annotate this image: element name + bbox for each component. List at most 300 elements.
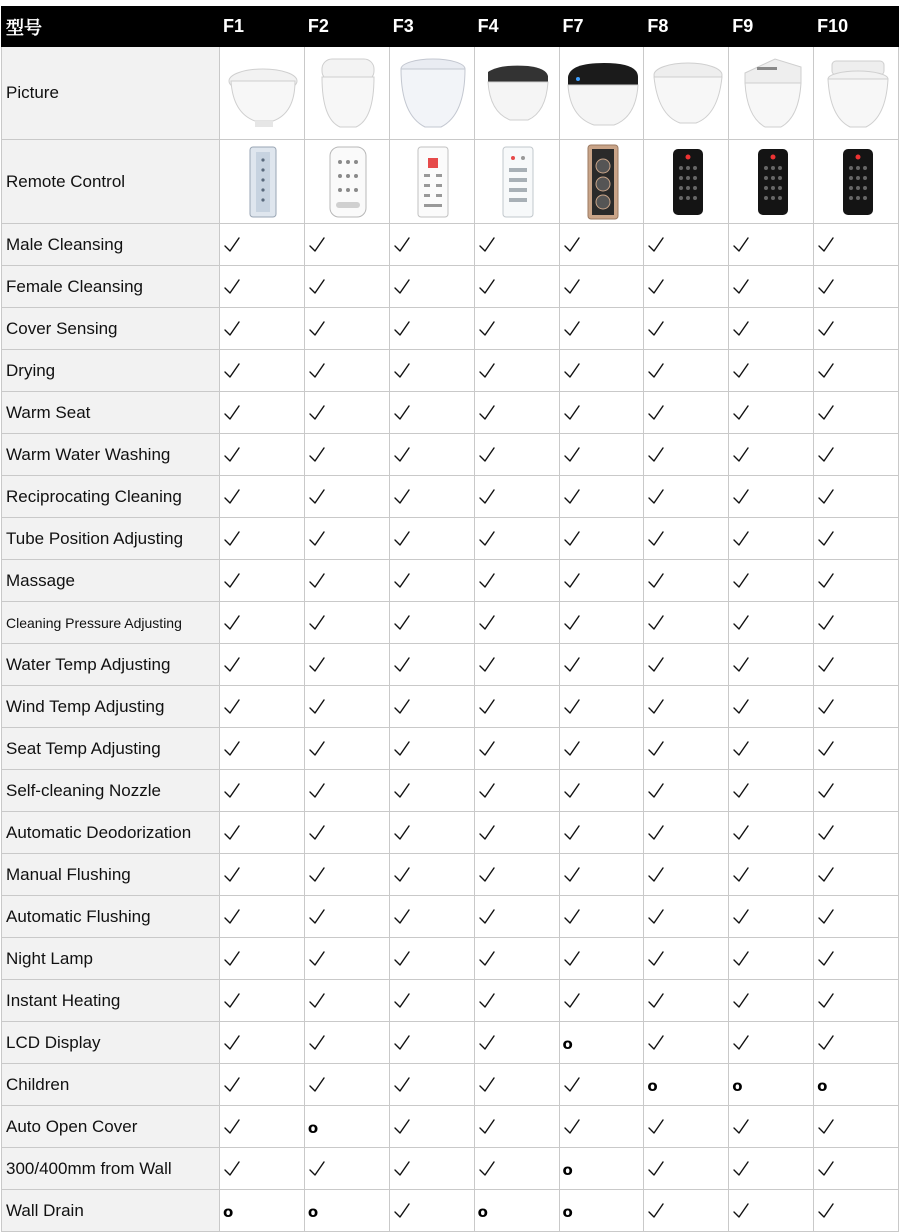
feature-label: Tube Position Adjusting <box>2 518 220 560</box>
feature-row <box>2 518 899 560</box>
check-icon <box>393 364 411 381</box>
remote-picture-cell <box>559 140 644 224</box>
model-header: F10 <box>814 7 899 47</box>
feature-value-cell <box>729 728 814 770</box>
check-icon <box>647 910 665 927</box>
feature-row <box>2 896 899 938</box>
feature-label: Male Cleansing <box>2 224 220 266</box>
feature-label: Wall Drain <box>2 1190 220 1232</box>
check-icon <box>563 280 581 297</box>
check-icon <box>647 1036 665 1053</box>
feature-value-cell <box>474 812 559 854</box>
check-icon <box>817 1162 835 1179</box>
feature-value-cell <box>389 770 474 812</box>
feature-label: Massage <box>2 560 220 602</box>
feature-value-cell <box>644 686 729 728</box>
feature-row <box>2 1064 899 1106</box>
feature-value-cell <box>559 1022 644 1064</box>
feature-value-cell <box>304 728 389 770</box>
check-icon <box>478 700 496 717</box>
check-icon <box>817 322 835 339</box>
feature-value-cell <box>304 308 389 350</box>
feature-value-cell <box>644 1190 729 1232</box>
toilet-image <box>564 55 642 131</box>
feature-value-cell <box>814 434 899 476</box>
feature-value-cell <box>814 392 899 434</box>
feature-value-cell <box>559 602 644 644</box>
feature-value-cell <box>729 1148 814 1190</box>
feature-value-cell <box>304 224 389 266</box>
feature-label: Automatic Deodorization <box>2 812 220 854</box>
feature-value-cell <box>220 896 305 938</box>
feature-value-cell <box>814 770 899 812</box>
check-icon <box>478 742 496 759</box>
check-icon <box>478 868 496 885</box>
check-icon <box>393 1078 411 1095</box>
feature-value-cell <box>559 392 644 434</box>
feature-value-cell <box>729 770 814 812</box>
check-icon <box>647 1120 665 1137</box>
feature-label: Auto Open Cover <box>2 1106 220 1148</box>
feature-label: Reciprocating Cleaning <box>2 476 220 518</box>
feature-value-cell <box>729 686 814 728</box>
feature-value-cell <box>729 938 814 980</box>
feature-row <box>2 350 899 392</box>
check-icon <box>393 952 411 969</box>
feature-label: Manual Flushing <box>2 854 220 896</box>
feature-value-cell <box>304 1106 389 1148</box>
feature-row <box>2 770 899 812</box>
check-icon <box>478 658 496 675</box>
toilet-image <box>225 55 301 131</box>
feature-value-cell <box>220 434 305 476</box>
feature-value-cell <box>220 644 305 686</box>
check-icon <box>478 490 496 507</box>
check-icon <box>393 700 411 717</box>
toilet-image <box>310 53 386 133</box>
check-icon <box>393 322 411 339</box>
check-icon <box>478 406 496 423</box>
feature-value-cell <box>814 644 899 686</box>
feature-value-cell <box>389 1064 474 1106</box>
check-icon <box>817 1120 835 1137</box>
check-icon <box>732 574 750 591</box>
feature-value-cell <box>220 854 305 896</box>
check-icon <box>393 1120 411 1137</box>
check-icon <box>478 1078 496 1095</box>
check-icon <box>308 658 326 675</box>
check-icon <box>223 364 241 381</box>
feature-value-cell <box>559 980 644 1022</box>
feature-value-cell <box>559 896 644 938</box>
check-icon <box>308 910 326 927</box>
check-icon <box>393 406 411 423</box>
feature-value-cell <box>220 938 305 980</box>
remote-image <box>501 146 535 218</box>
comparison-table <box>1 6 899 1232</box>
check-icon <box>393 490 411 507</box>
feature-value-cell <box>304 686 389 728</box>
remote-row <box>2 140 899 224</box>
check-icon <box>732 700 750 717</box>
check-icon <box>817 448 835 465</box>
feature-value-cell <box>220 392 305 434</box>
feature-row <box>2 938 899 980</box>
picture-row <box>2 47 899 140</box>
feature-value-cell <box>559 644 644 686</box>
toilet-picture-cell <box>220 47 305 140</box>
feature-value-cell <box>304 812 389 854</box>
remote-picture-cell <box>220 140 305 224</box>
not-available-mark: o <box>307 1119 319 1137</box>
feature-value-cell <box>814 350 899 392</box>
feature-value-cell <box>474 896 559 938</box>
check-icon <box>563 700 581 717</box>
check-icon <box>223 700 241 717</box>
feature-value-cell <box>389 728 474 770</box>
feature-value-cell <box>220 350 305 392</box>
toilet-image <box>480 58 556 128</box>
feature-row <box>2 1022 899 1064</box>
check-icon <box>732 280 750 297</box>
toilet-image <box>650 55 726 131</box>
check-icon <box>393 532 411 549</box>
feature-value-cell <box>814 980 899 1022</box>
check-icon <box>817 532 835 549</box>
check-icon <box>817 1204 835 1221</box>
check-icon <box>308 616 326 633</box>
check-icon <box>223 994 241 1011</box>
feature-value-cell <box>814 938 899 980</box>
check-icon <box>478 784 496 801</box>
check-icon <box>647 658 665 675</box>
feature-value-cell <box>644 1022 729 1064</box>
check-icon <box>732 448 750 465</box>
feature-label: Automatic Flushing <box>2 896 220 938</box>
feature-value-cell <box>389 224 474 266</box>
check-icon <box>563 238 581 255</box>
check-icon <box>817 742 835 759</box>
feature-row <box>2 1148 899 1190</box>
feature-value-cell <box>729 518 814 560</box>
check-icon <box>732 910 750 927</box>
feature-value-cell <box>304 518 389 560</box>
feature-value-cell <box>474 770 559 812</box>
not-available-mark: o <box>562 1203 573 1221</box>
feature-value-cell <box>304 434 389 476</box>
feature-value-cell <box>304 980 389 1022</box>
feature-value-cell <box>389 1190 474 1232</box>
feature-value-cell <box>389 308 474 350</box>
feature-label: LCD Display <box>2 1022 220 1064</box>
feature-value-cell <box>559 854 644 896</box>
feature-value-cell <box>474 224 559 266</box>
feature-value-cell <box>729 812 814 854</box>
feature-value-cell <box>814 728 899 770</box>
feature-value-cell <box>729 266 814 308</box>
feature-value-cell <box>729 980 814 1022</box>
feature-value-cell <box>559 476 644 518</box>
check-icon <box>223 490 241 507</box>
feature-label: Cover Sensing <box>2 308 220 350</box>
check-icon <box>308 826 326 843</box>
feature-value-cell <box>474 392 559 434</box>
check-icon <box>563 1120 581 1137</box>
check-icon <box>308 700 326 717</box>
feature-value-cell <box>814 896 899 938</box>
feature-value-cell <box>474 266 559 308</box>
feature-value-cell <box>729 644 814 686</box>
feature-row <box>2 308 899 350</box>
feature-value-cell <box>644 644 729 686</box>
feature-value-cell <box>389 938 474 980</box>
check-icon <box>563 448 581 465</box>
check-icon <box>647 322 665 339</box>
check-icon <box>817 574 835 591</box>
check-icon <box>732 784 750 801</box>
feature-value-cell <box>814 1148 899 1190</box>
check-icon <box>732 1036 750 1053</box>
feature-value-cell <box>474 560 559 602</box>
feature-value-cell <box>220 308 305 350</box>
check-icon <box>223 1120 241 1137</box>
check-icon <box>478 994 496 1011</box>
check-icon <box>817 952 835 969</box>
check-icon <box>817 910 835 927</box>
check-icon <box>308 952 326 969</box>
feature-label: Warm Seat <box>2 392 220 434</box>
check-icon <box>308 742 326 759</box>
feature-value-cell <box>729 896 814 938</box>
feature-value-cell <box>559 308 644 350</box>
not-available-mark: o <box>562 1035 573 1053</box>
feature-value-cell <box>474 350 559 392</box>
feature-value-cell <box>474 728 559 770</box>
check-icon <box>563 364 581 381</box>
check-icon <box>817 364 835 381</box>
feature-value-cell <box>644 518 729 560</box>
feature-value-cell <box>644 854 729 896</box>
feature-label: Night Lamp <box>2 938 220 980</box>
check-icon <box>223 448 241 465</box>
check-icon <box>817 238 835 255</box>
header-corner: 型号 <box>2 7 220 47</box>
feature-value-cell <box>389 644 474 686</box>
check-icon <box>647 280 665 297</box>
feature-value-cell <box>814 1106 899 1148</box>
check-icon <box>223 616 241 633</box>
feature-row <box>2 980 899 1022</box>
check-icon <box>647 700 665 717</box>
toilet-image <box>820 53 896 133</box>
feature-value-cell <box>304 560 389 602</box>
feature-value-cell <box>304 1148 389 1190</box>
not-available-mark: o <box>647 1077 658 1095</box>
feature-value-cell <box>474 686 559 728</box>
feature-value-cell <box>220 1148 305 1190</box>
check-icon <box>478 448 496 465</box>
feature-value-cell <box>304 350 389 392</box>
feature-value-cell <box>559 1106 644 1148</box>
check-icon <box>647 616 665 633</box>
check-icon <box>647 448 665 465</box>
check-icon <box>223 784 241 801</box>
remote-picture-cell <box>814 140 899 224</box>
feature-value-cell <box>220 602 305 644</box>
feature-value-cell <box>220 686 305 728</box>
not-available-mark: o <box>817 1077 828 1095</box>
check-icon <box>308 280 326 297</box>
check-icon <box>308 490 326 507</box>
check-icon <box>393 574 411 591</box>
toilet-picture-cell <box>389 47 474 140</box>
check-icon <box>647 574 665 591</box>
check-icon <box>817 658 835 675</box>
check-icon <box>732 1162 750 1179</box>
toilet-picture-cell <box>814 47 899 140</box>
feature-value-cell <box>729 434 814 476</box>
feature-value-cell <box>304 1064 389 1106</box>
feature-value-cell <box>814 602 899 644</box>
feature-value-cell <box>304 602 389 644</box>
feature-value-cell <box>814 1190 899 1232</box>
feature-value-cell <box>729 1106 814 1148</box>
check-icon <box>223 910 241 927</box>
check-icon <box>478 910 496 927</box>
remote-picture-cell <box>474 140 559 224</box>
check-icon <box>817 490 835 507</box>
toilet-picture-cell <box>729 47 814 140</box>
feature-row <box>2 392 899 434</box>
feature-value-cell <box>814 224 899 266</box>
feature-value-cell <box>304 644 389 686</box>
feature-value-cell <box>559 560 644 602</box>
feature-value-cell <box>220 266 305 308</box>
remote-image <box>586 144 620 220</box>
check-icon <box>223 742 241 759</box>
feature-row <box>2 560 899 602</box>
check-icon <box>647 364 665 381</box>
check-icon <box>223 532 241 549</box>
check-icon <box>732 406 750 423</box>
check-icon <box>478 826 496 843</box>
check-icon <box>563 868 581 885</box>
check-icon <box>478 238 496 255</box>
feature-value-cell <box>474 1022 559 1064</box>
check-icon <box>647 1162 665 1179</box>
check-icon <box>393 826 411 843</box>
check-icon <box>647 742 665 759</box>
model-header: F1 <box>220 7 305 47</box>
feature-value-cell <box>644 266 729 308</box>
feature-value-cell <box>389 266 474 308</box>
feature-row <box>2 1190 899 1232</box>
check-icon <box>393 280 411 297</box>
feature-row <box>2 266 899 308</box>
check-icon <box>563 532 581 549</box>
header-row <box>2 7 899 47</box>
check-icon <box>308 364 326 381</box>
not-available-mark: o <box>732 1077 743 1095</box>
feature-value-cell <box>644 434 729 476</box>
check-icon <box>223 574 241 591</box>
check-icon <box>732 238 750 255</box>
check-icon <box>478 1120 496 1137</box>
feature-label: Drying <box>2 350 220 392</box>
feature-label: Seat Temp Adjusting <box>2 728 220 770</box>
feature-value-cell <box>389 980 474 1022</box>
feature-value-cell <box>644 812 729 854</box>
toilet-picture-cell <box>304 47 389 140</box>
check-icon <box>223 238 241 255</box>
check-icon <box>393 910 411 927</box>
feature-label: Children <box>2 1064 220 1106</box>
feature-value-cell <box>559 350 644 392</box>
feature-value-cell <box>474 308 559 350</box>
feature-label: Water Temp Adjusting <box>2 644 220 686</box>
remote-image <box>416 146 450 218</box>
feature-value-cell <box>644 980 729 1022</box>
check-icon <box>223 658 241 675</box>
check-icon <box>817 1036 835 1053</box>
check-icon <box>478 280 496 297</box>
feature-value-cell <box>559 1064 644 1106</box>
feature-value-cell <box>814 476 899 518</box>
check-icon <box>308 784 326 801</box>
feature-value-cell <box>814 560 899 602</box>
feature-value-cell <box>814 854 899 896</box>
feature-value-cell <box>389 392 474 434</box>
check-icon <box>647 238 665 255</box>
check-icon <box>732 1204 750 1221</box>
feature-value-cell <box>389 854 474 896</box>
check-icon <box>308 406 326 423</box>
feature-value-cell <box>304 266 389 308</box>
check-icon <box>732 952 750 969</box>
check-icon <box>478 952 496 969</box>
check-icon <box>563 1078 581 1095</box>
feature-value-cell <box>389 1106 474 1148</box>
feature-value-cell <box>220 1064 305 1106</box>
feature-label: Cleaning Pressure Adjusting <box>2 602 220 644</box>
feature-value-cell <box>559 224 644 266</box>
feature-value-cell <box>474 854 559 896</box>
check-icon <box>732 532 750 549</box>
feature-value-cell <box>304 770 389 812</box>
check-icon <box>478 616 496 633</box>
feature-row <box>2 728 899 770</box>
feature-value-cell <box>559 938 644 980</box>
feature-row <box>2 644 899 686</box>
feature-label: Self-cleaning Nozzle <box>2 770 220 812</box>
remote-picture-cell <box>304 140 389 224</box>
feature-value-cell <box>304 896 389 938</box>
feature-value-cell <box>729 1022 814 1064</box>
feature-label: Warm Water Washing <box>2 434 220 476</box>
feature-value-cell <box>559 728 644 770</box>
check-icon <box>732 322 750 339</box>
toilet-picture-cell <box>559 47 644 140</box>
feature-value-cell <box>389 1022 474 1064</box>
check-icon <box>647 826 665 843</box>
feature-label: Female Cleansing <box>2 266 220 308</box>
model-header: F2 <box>304 7 389 47</box>
check-icon <box>732 658 750 675</box>
feature-row <box>2 476 899 518</box>
feature-value-cell <box>220 476 305 518</box>
check-icon <box>308 1162 326 1179</box>
check-icon <box>647 868 665 885</box>
